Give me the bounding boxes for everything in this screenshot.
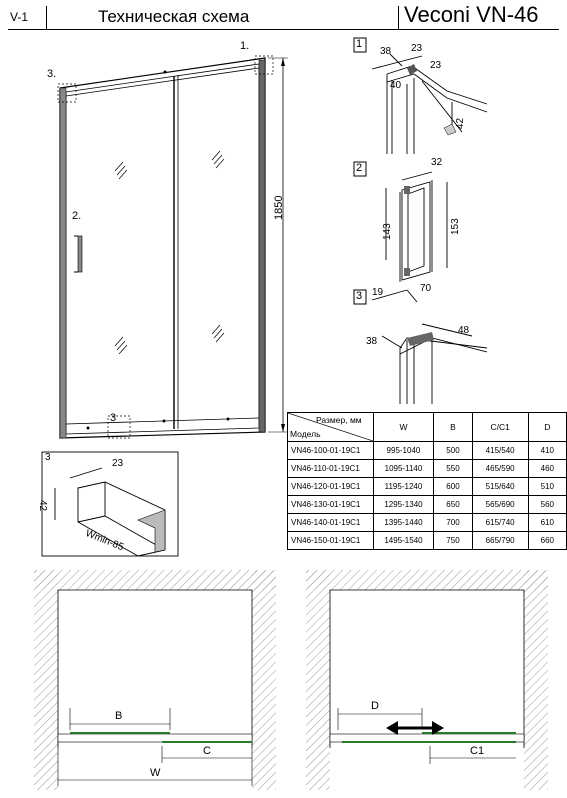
header-model-label: Модель (290, 429, 321, 439)
detail-2-dim-32: 32 (431, 157, 443, 168)
detail-3-dim-70: 70 (420, 283, 432, 294)
plan-right-label-d: D (371, 700, 379, 712)
detail-1-dim-40: 40 (390, 80, 402, 91)
spec-table-header (288, 413, 567, 442)
header-line (8, 29, 559, 30)
detail-1-dim-38: 38 (380, 46, 392, 57)
spec-header-model-size (288, 413, 374, 442)
header-size-label: Размер, мм (316, 415, 362, 425)
detail-3b-dim-42: 42 (37, 500, 48, 512)
detail-3-dim-38: 38 (366, 336, 378, 347)
table-row: VN46-140-01-19C1 1395-1440 700 615/740 610 (288, 514, 567, 532)
brand-title: Veconi VN-46 (404, 2, 539, 27)
detail-1-dim-23b: 23 (430, 60, 442, 71)
detail-3-dim-19: 19 (372, 287, 384, 298)
detail-3-drawing (352, 288, 487, 406)
table-row: VN46-120-01-19C1 1195-1240 600 515/640 510 (288, 478, 567, 496)
plan-left-label-w: W (150, 767, 161, 779)
header-divider-1 (46, 6, 47, 30)
plan-left-label-c: C (203, 745, 211, 757)
table-row: VN46-150-01-19C1 1495-1540 750 665/790 660 (288, 532, 567, 550)
detail-1-dim-42: 42 (455, 117, 467, 130)
spec-col-b: B (434, 413, 472, 442)
table-row: VN46-100-01-19C1 995-1040 500 415/540 410 (288, 442, 567, 460)
plan-right-drawing (302, 568, 552, 793)
detail-1-dim-23a: 23 (411, 43, 423, 54)
page-title: Техническая схема (98, 7, 250, 26)
table-row: VN46-110-01-19C1 1095-1140 550 465/590 460 (288, 460, 567, 478)
callout-3-top: 3. (47, 68, 57, 80)
detail-2-number: 2 (356, 162, 363, 174)
detail-3-number: 3 (356, 290, 363, 302)
plan-left-drawing (30, 568, 280, 793)
callout-3-bottom: 3 (110, 412, 117, 424)
plan-right-label-c1: C1 (470, 745, 485, 757)
detail-2-dim-143: 143 (382, 223, 393, 240)
header-version-cell (8, 6, 46, 30)
plan-left-label-b: B (115, 710, 123, 722)
detail-2-dim-153: 153 (450, 218, 461, 235)
spec-table (287, 412, 567, 550)
table-row: VN46-130-01-19C1 1295-1340 650 565/690 560 (288, 496, 567, 514)
front-view-drawing (40, 36, 310, 446)
spec-col-w: W (373, 413, 434, 442)
detail-3b-number: 3 (45, 452, 51, 463)
detail-3b-dim-wmin: Wmin-85 (83, 528, 126, 554)
detail-1-drawing (352, 36, 492, 156)
header-divider-2 (398, 6, 399, 30)
detail-1-number: 1 (356, 38, 363, 50)
detail-2-drawing (352, 160, 482, 285)
detail-3-dim-48: 48 (458, 325, 470, 336)
callout-2: 2. (72, 210, 82, 222)
version-label: V-1 (10, 10, 29, 24)
detail-3b-dim-23: 23 (112, 458, 124, 469)
spec-col-d: D (528, 413, 566, 442)
height-dimension: 1850 (273, 195, 285, 220)
callout-1: 1. (240, 40, 250, 52)
spec-col-c: C/C1 (472, 413, 528, 442)
